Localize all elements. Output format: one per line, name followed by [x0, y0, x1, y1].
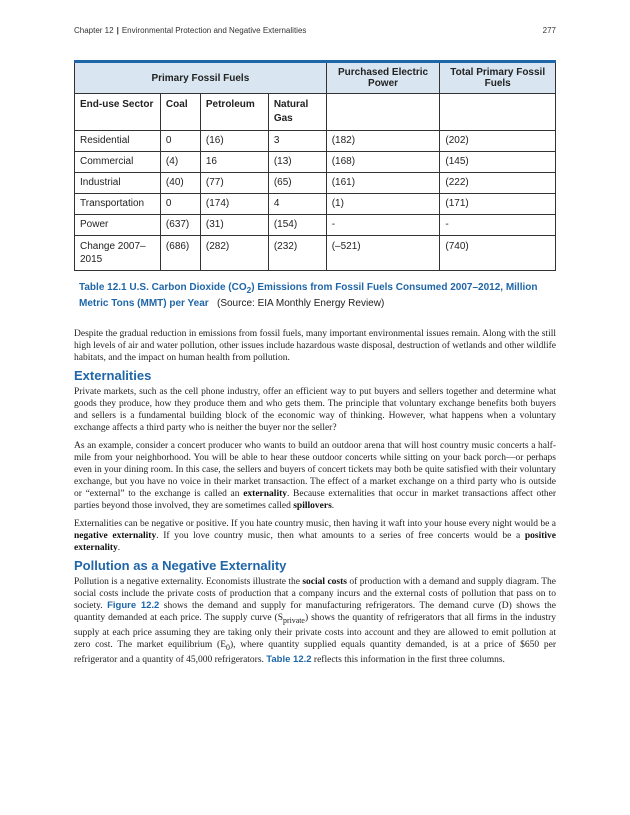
key-term-negative-externality: negative externality — [74, 531, 157, 541]
table-row — [75, 215, 556, 236]
caption-source: (Source: EIA Monthly Energy Review) — [217, 298, 385, 309]
table-cell: - — [326, 215, 440, 236]
page-number: 277 — [542, 26, 556, 35]
paragraph — [74, 518, 556, 554]
caption-title-end: ) Emissions from Fossil Fuels Consumed 2007–2012, Million Metric Tons (MMT) per Year — [79, 282, 538, 309]
text-run: reflects this information in the first three columns. — [311, 654, 505, 665]
subscript-zero: 0 — [226, 642, 230, 652]
table-cell: 0 — [160, 194, 200, 215]
table-cell: (4) — [160, 152, 200, 173]
table-cell: Industrial — [75, 173, 161, 194]
caption-title-start: Table 12.1 U.S. Carbon Dioxide (CO — [79, 282, 247, 293]
table-cell: (145) — [440, 152, 556, 173]
table-cell: Residential — [75, 131, 161, 152]
table-cell: - — [440, 215, 556, 236]
table-cell: Commercial — [75, 152, 161, 173]
table-cell: (–521) — [326, 236, 440, 271]
table-cell: (1) — [326, 194, 440, 215]
table-cell: (686) — [160, 236, 200, 271]
table-cell: (222) — [440, 173, 556, 194]
table-cell: (174) — [200, 194, 268, 215]
table-cell: (637) — [160, 215, 200, 236]
paragraph: Private markets, such as the cell phone industry, offer an efficient way to put buyers and sellers together and determine what goods they produce, how they produce them and who gets them. The principle that voluntary exchange benefits both buyers and sellers is a fundamental building block of the economic way of thinking. However, what happens when a voluntary exchange affects a third party who is neither the buyer nor the seller? — [74, 387, 556, 433]
table-cell: Change 2007–2015 — [75, 236, 161, 271]
column-header-empty — [440, 94, 556, 131]
section-heading-externalities: Externalities — [74, 368, 152, 383]
column-header-end-use-sector: End-use Sector — [75, 94, 161, 131]
text-run: . — [331, 501, 335, 511]
key-term-social-costs: social costs — [302, 577, 347, 587]
column-header-empty — [326, 94, 440, 131]
table-cell: Power — [75, 215, 161, 236]
text-run: ) shows the quantity of refrigerators that all firms in the industry supply at each price assuming they are taking only their private costs into account and they are allowed to emit pollution at zero cost. The market equilibrium (E — [74, 613, 556, 650]
table-row — [75, 194, 556, 215]
table-cell: 4 — [268, 194, 326, 215]
text-run: Externalities can be negative or positive. If you hate country music, then having it waft into your house every night would be a — [74, 519, 556, 529]
paragraph — [74, 576, 556, 666]
running-header — [74, 26, 556, 35]
table-group-header-row — [75, 62, 556, 94]
table-cell: (740) — [440, 236, 556, 271]
column-header-petroleum: Petroleum — [200, 94, 268, 131]
paragraph — [74, 440, 556, 512]
table-cell: 16 — [200, 152, 268, 173]
table-row — [75, 131, 556, 152]
group-header-purchased-electric-power: Purchased Electric Power — [326, 62, 440, 94]
column-header-coal: Coal — [160, 94, 200, 131]
key-term-externality: externality — [243, 489, 287, 499]
table-cell: (77) — [200, 173, 268, 194]
chapter-heading — [74, 26, 306, 35]
table-cell: (31) — [200, 215, 268, 236]
table-cell: (282) — [200, 236, 268, 271]
text-run: Pollution is a negative externality. Economists illustrate the — [74, 577, 303, 587]
column-header-natural-gas: Natural Gas — [268, 94, 326, 131]
section-heading-pollution: Pollution as a Negative Externality — [74, 558, 287, 573]
table-cell: (232) — [268, 236, 326, 271]
text-run: of production with a demand and supply diagram. The social costs include the private costs of production that a company incurs and the external costs of pollution that pass on to society. — [74, 577, 557, 611]
group-header-total-primary-fossil-fuels: Total Primary Fossil Fuels — [440, 62, 556, 94]
table-cell: (202) — [440, 131, 556, 152]
header-separator: | — [116, 26, 119, 35]
group-header-primary-fossil-fuels: Primary Fossil Fuels — [75, 62, 327, 94]
table-cell: (40) — [160, 173, 200, 194]
table-cell: (154) — [268, 215, 326, 236]
text-run: shows the demand and supply for manufacturing refrigerators. The demand curve (D) shows the quantity demanded at each price. The supply curve (S — [74, 601, 556, 623]
table-reference-link[interactable]: Table 12.2 — [266, 653, 312, 665]
text-run: . Because externalities that occur in market transactions affect other parties beyond those involved, they are sometimes called — [74, 489, 556, 511]
intro-paragraph: Despite the gradual reduction in emissions from fossil fuels, many important environmental issues remain. Along with the still high levels of air and water pollution, other issues include hazardous waste disposal, destruction of wetlands and other wildlife habitats, and the impact on human health from pollution. — [74, 329, 556, 363]
table-cell: Transportation — [75, 194, 161, 215]
table-row — [75, 173, 556, 194]
table-cell: 3 — [268, 131, 326, 152]
chapter-number: Chapter 12 — [74, 26, 114, 35]
table-cell: (168) — [326, 152, 440, 173]
table-cell: (65) — [268, 173, 326, 194]
table-cell: (16) — [200, 131, 268, 152]
subscript-private: private — [282, 615, 305, 625]
text-run: As an example, consider a concert producer who wants to build an outdoor arena that will host country music concerts a half-mile from your neighborhood. You will be able to hear these outdoor concerts while sitting on your back porch—or perhaps even in your dining room. In this case, the sellers and buyers of concert tickets may both be quite satisfied with their voluntary exchange, but you have no voice in their market transaction. The effect of a market exchange on a third party who is outside or “external” to the exchange is called an — [74, 441, 556, 499]
table-column-header-row — [75, 94, 556, 131]
caption-subscript: 2 — [246, 285, 252, 295]
table-cell: 0 — [160, 131, 200, 152]
key-term-spillovers: spillovers — [293, 501, 332, 511]
table-caption — [79, 281, 549, 310]
body-content — [74, 328, 556, 672]
emissions-table — [74, 60, 556, 271]
text-run: . — [117, 543, 121, 553]
figure-reference-link[interactable]: Figure 12.2 — [107, 600, 160, 611]
text-run: ), where quantity supplied equals quantity demanded, is at a price of $650 per refrigerator and a quantity of 45,000 refrigerators. — [74, 639, 556, 665]
table-cell: (171) — [440, 194, 556, 215]
text-run: . If you love country music, then what amounts to a series of free concerts would be a — [156, 531, 525, 541]
table-cell: (182) — [326, 131, 440, 152]
table-row — [75, 236, 556, 271]
key-term-positive-externality: positive externality — [74, 531, 557, 553]
table-cell: (13) — [268, 152, 326, 173]
table-cell: (161) — [326, 173, 440, 194]
table-row — [75, 152, 556, 173]
chapter-title: Environmental Protection and Negative Externalities — [121, 26, 307, 35]
